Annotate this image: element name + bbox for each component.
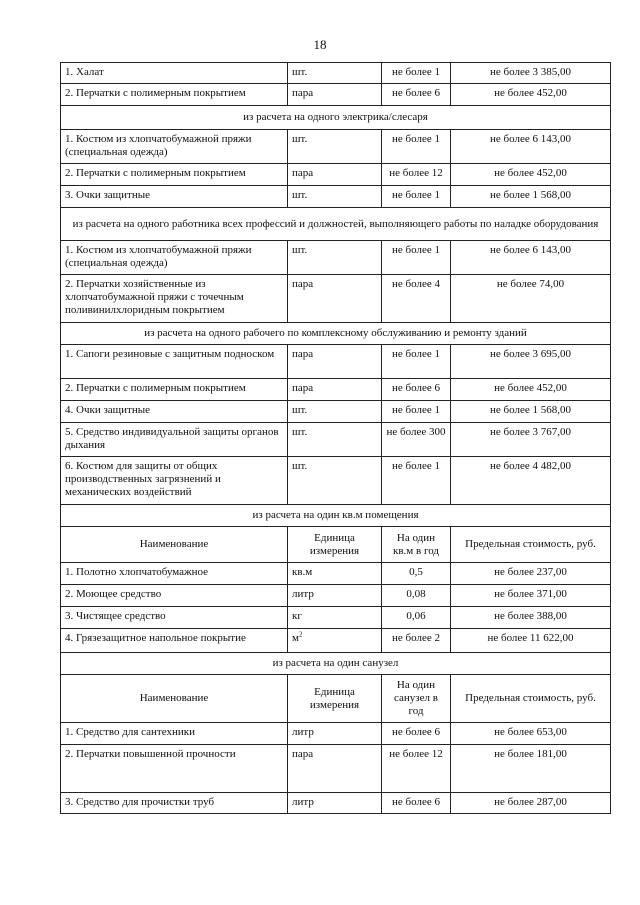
item-name: 4. Очки защитные	[61, 401, 288, 423]
item-quantity: не более 1	[382, 457, 451, 505]
item-unit: литр	[288, 793, 382, 814]
item-unit: шт.	[288, 457, 382, 505]
item-unit: кв.м	[288, 563, 382, 585]
item-name: 1. Халат	[61, 63, 288, 84]
item-name: 3. Очки защитные	[61, 186, 288, 208]
item-price: не более 6 143,00	[451, 241, 611, 275]
item-unit: шт.	[288, 241, 382, 275]
item-name: 4. Грязезащитное напольное покрытие	[61, 629, 288, 653]
header-unit: Единица измерения	[288, 675, 382, 723]
item-unit: пара	[288, 345, 382, 379]
item-price: не более 1 568,00	[451, 186, 611, 208]
table-row	[61, 130, 611, 164]
section-title: из расчета на один кв.м помещения	[61, 505, 611, 527]
item-quantity: не более 1	[382, 186, 451, 208]
item-name: 1. Средство для сантехники	[61, 723, 288, 745]
item-price: не более 452,00	[451, 379, 611, 401]
item-quantity: не более 1	[382, 241, 451, 275]
table-row	[61, 723, 611, 745]
item-unit: пара	[288, 84, 382, 106]
item-price: не более 3 695,00	[451, 345, 611, 379]
table-row	[61, 563, 611, 585]
item-unit: пара	[288, 745, 382, 793]
item-unit: шт.	[288, 401, 382, 423]
item-name: 1. Костюм из хлопчатобумажной пряжи (специальная одежда)	[61, 241, 288, 275]
section-title: из расчета на одного работника всех профессий и должностей, выполняющего работы по наладке оборудования	[61, 208, 611, 241]
item-price: не более 452,00	[451, 84, 611, 106]
table-row	[61, 423, 611, 457]
column-header-row	[61, 527, 611, 563]
item-quantity: не более 6	[382, 379, 451, 401]
item-quantity: не более 12	[382, 745, 451, 793]
item-quantity: не более 2	[382, 629, 451, 653]
table-row	[61, 63, 611, 84]
item-name: 1. Костюм из хлопчатобумажной пряжи (специальная одежда)	[61, 130, 288, 164]
item-unit: шт.	[288, 63, 382, 84]
table-row	[61, 745, 611, 793]
item-price: не более 3 385,00	[451, 63, 611, 84]
section-title: из расчета на одного рабочего по комплексному обслуживанию и ремонту зданий	[61, 323, 611, 345]
item-quantity: 0,06	[382, 607, 451, 629]
item-quantity: 0,5	[382, 563, 451, 585]
item-name: 3. Чистящее средство	[61, 607, 288, 629]
header-name: Наименование	[61, 527, 288, 563]
table-row	[61, 585, 611, 607]
section-header-row	[61, 653, 611, 675]
item-price: не более 6 143,00	[451, 130, 611, 164]
item-unit: литр	[288, 585, 382, 607]
item-unit: шт.	[288, 130, 382, 164]
table-row	[61, 84, 611, 106]
table-body	[61, 63, 611, 814]
item-name: 1. Полотно хлопчатобумажное	[61, 563, 288, 585]
table-row	[61, 345, 611, 379]
item-price: не более 371,00	[451, 585, 611, 607]
page-number: 18	[313, 37, 327, 52]
item-name: 2. Перчатки с полимерным покрытием	[61, 84, 288, 106]
item-unit: шт.	[288, 423, 382, 457]
item-quantity: не более 1	[382, 401, 451, 423]
header-name: Наименование	[61, 675, 288, 723]
item-price: не более 74,00	[451, 275, 611, 323]
item-price: не более 237,00	[451, 563, 611, 585]
item-price: не более 653,00	[451, 723, 611, 745]
item-price: не более 1 568,00	[451, 401, 611, 423]
item-name: 1. Сапоги резиновые с защитным подноском	[61, 345, 288, 379]
header-price: Предельная стоимость, руб.	[451, 675, 611, 723]
item-quantity: не более 6	[382, 793, 451, 814]
item-quantity: не более 1	[382, 345, 451, 379]
item-unit: литр	[288, 723, 382, 745]
item-unit: пара	[288, 275, 382, 323]
item-unit: кг	[288, 607, 382, 629]
table-row	[61, 186, 611, 208]
item-unit: шт.	[288, 186, 382, 208]
item-name: 2. Перчатки повышенной прочности	[61, 745, 288, 793]
table-row	[61, 629, 611, 653]
table-row	[61, 793, 611, 814]
item-name: 2. Перчатки с полимерным покрытием	[61, 164, 288, 186]
item-price: не более 452,00	[451, 164, 611, 186]
item-quantity: не более 6	[382, 723, 451, 745]
item-unit: $м^2$	[288, 629, 382, 653]
header-qty: На один санузел в год	[382, 675, 451, 723]
item-name: 3. Средство для прочистки труб	[61, 793, 288, 814]
item-quantity: 0,08	[382, 585, 451, 607]
item-name: 2. Перчатки с полимерным покрытием	[61, 379, 288, 401]
norms-table	[60, 62, 611, 814]
table-row	[61, 457, 611, 505]
table-row	[61, 275, 611, 323]
item-name: 2. Перчатки хозяйственные из хлопчатобумажной пряжи с точечным поливинилхлоридным покрытием	[61, 275, 288, 323]
item-quantity: не более 1	[382, 130, 451, 164]
item-name: 6. Костюм для защиты от общих производственных загрязнений и механических воздействий	[61, 457, 288, 505]
section-header-row	[61, 106, 611, 130]
unit-superscript: 2	[298, 630, 303, 639]
header-unit: Единица измерения	[288, 527, 382, 563]
item-name: 2. Моющее средство	[61, 585, 288, 607]
section-header-row	[61, 208, 611, 241]
item-price: не более 287,00	[451, 793, 611, 814]
header-price: Предельная стоимость, руб.	[451, 527, 611, 563]
item-quantity: не более 6	[382, 84, 451, 106]
section-title: из расчета на один санузел	[61, 653, 611, 675]
item-unit: пара	[288, 164, 382, 186]
section-header-row	[61, 323, 611, 345]
item-quantity: не более 1	[382, 63, 451, 84]
table-row	[61, 241, 611, 275]
item-price: не более 11 622,00	[451, 629, 611, 653]
column-header-row	[61, 675, 611, 723]
item-unit: пара	[288, 379, 382, 401]
table-row	[61, 401, 611, 423]
item-name: 5. Средство индивидуальной защиты органов дыхания	[61, 423, 288, 457]
item-price: не более 181,00	[451, 745, 611, 793]
section-header-row	[61, 505, 611, 527]
item-quantity: не более 12	[382, 164, 451, 186]
header-qty: На один кв.м в год	[382, 527, 451, 563]
item-price: не более 388,00	[451, 607, 611, 629]
item-price: не более 4 482,00	[451, 457, 611, 505]
table-row	[61, 164, 611, 186]
item-quantity: не более 300	[382, 423, 451, 457]
item-quantity: не более 4	[382, 275, 451, 323]
table-row	[61, 379, 611, 401]
item-price: не более 3 767,00	[451, 423, 611, 457]
table-row	[61, 607, 611, 629]
section-title: из расчета на одного электрика/слесаря	[61, 106, 611, 130]
